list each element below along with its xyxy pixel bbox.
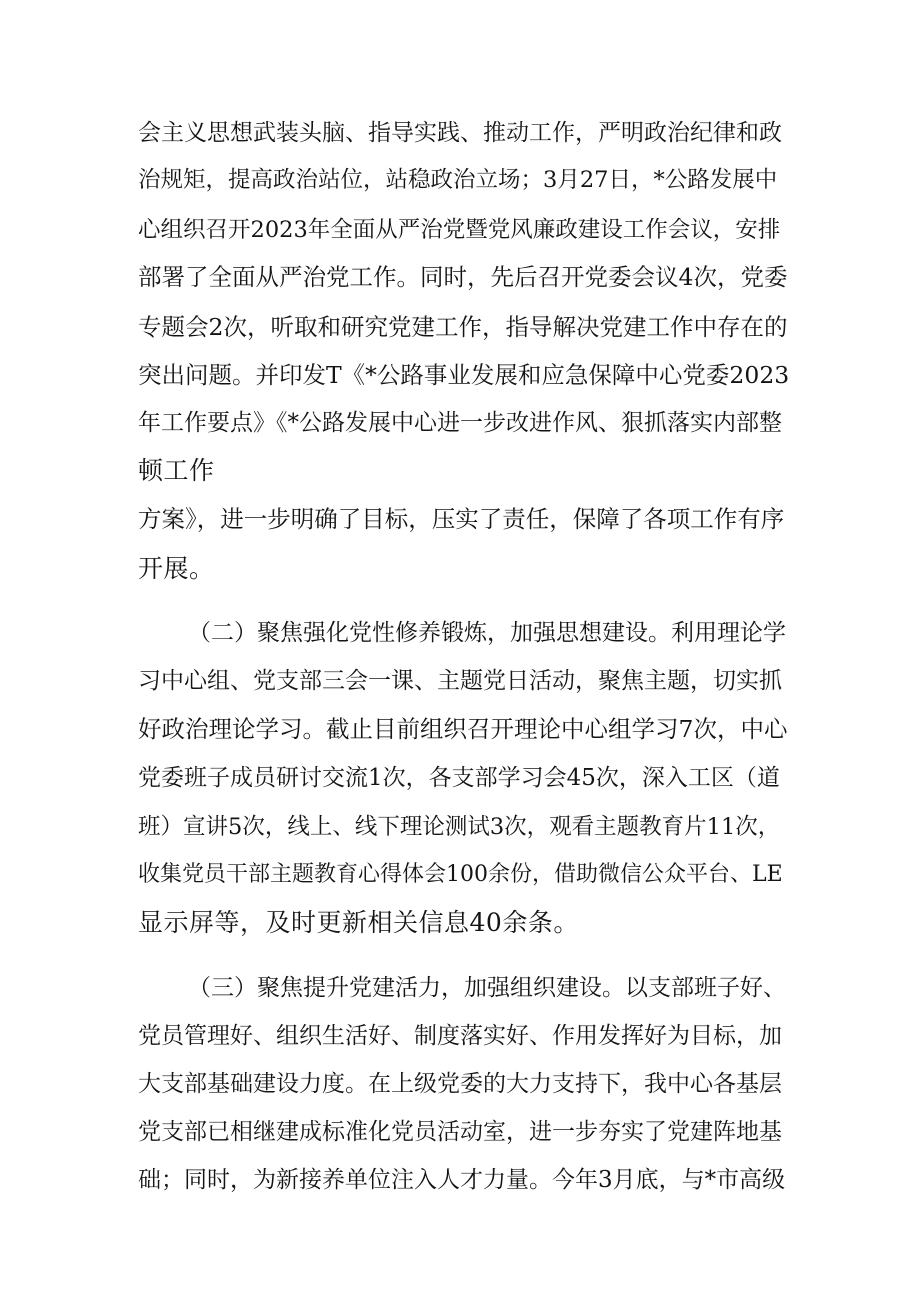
text-line: 显示屏等，及时更新相关信息40余条。: [138, 908, 579, 937]
text-line: 开展。: [138, 554, 215, 583]
text-line: 党支部已相继建成标准化党员活动室，进一步夯实了党建阵地基: [138, 1119, 782, 1145]
text-line: 党委班子成员研讨交流1次，各支部学习会45次，深入工区（道: [138, 765, 780, 791]
text-line: 党员管理好、组织生活好、制度落实好、作用发挥好为目标，加: [138, 1023, 782, 1049]
text-line: 习中心组、党支部三会一课、主题党日活动，聚焦主题，切实抓: [138, 668, 782, 694]
text-line: 专题会2次，听取和研究党建工作，指导解决党建工作中存在的: [138, 313, 788, 341]
text-line: 会主义思想武装头脑、指导实践、推动工作，严明政治纪律和政: [138, 120, 782, 146]
text-line: 大支部基础建设力度。在上级党委的大力支持下，我中心各基层: [138, 1071, 782, 1097]
text-line: 年工作要点》《*公路发展中心进一步改进作风、狠抓落实内部整: [138, 410, 782, 436]
paragraph-heading-3: （三）聚焦提升党建活力，加强组织建设。以支部班子好、: [188, 975, 786, 1001]
text-line: 方案》，进一步明确了目标，压实了责任，保障了各项工作有序: [138, 505, 785, 533]
text-line: 础；同时，为新接养单位注入人才力量。今年3月底，与*市高级: [138, 1167, 786, 1193]
text-line: 班）宣讲5次，线上、线下理论测试3次，观看主题教育片11次，: [138, 814, 781, 840]
text-line: 突出问题。并印发T《*公路事业发展和应急保障中心党委2023: [138, 361, 790, 389]
text-line: 部署了全面从严治党工作。同时，先后召开党委会议4次，党委: [138, 263, 788, 291]
text-line: 顿工作: [138, 456, 215, 485]
text-line: 收集党员干部主题教育心得体会100余份，借助微信公众平台、LE: [138, 862, 783, 887]
text-line: 好政治理论学习。截止目前组织召开理论中心组学习7次，中心: [138, 715, 788, 743]
text-line: 心组织召开2023年全面从严治党暨党风廉政建设工作会议，安排: [138, 217, 781, 243]
paragraph-heading-2: （二）聚焦强化党性修养锻炼，加强思想建设。利用理论学: [188, 620, 786, 646]
text-line: 治规矩，提高政治站位，站稳政治立场；3月27日，*公路发展中: [138, 167, 778, 193]
